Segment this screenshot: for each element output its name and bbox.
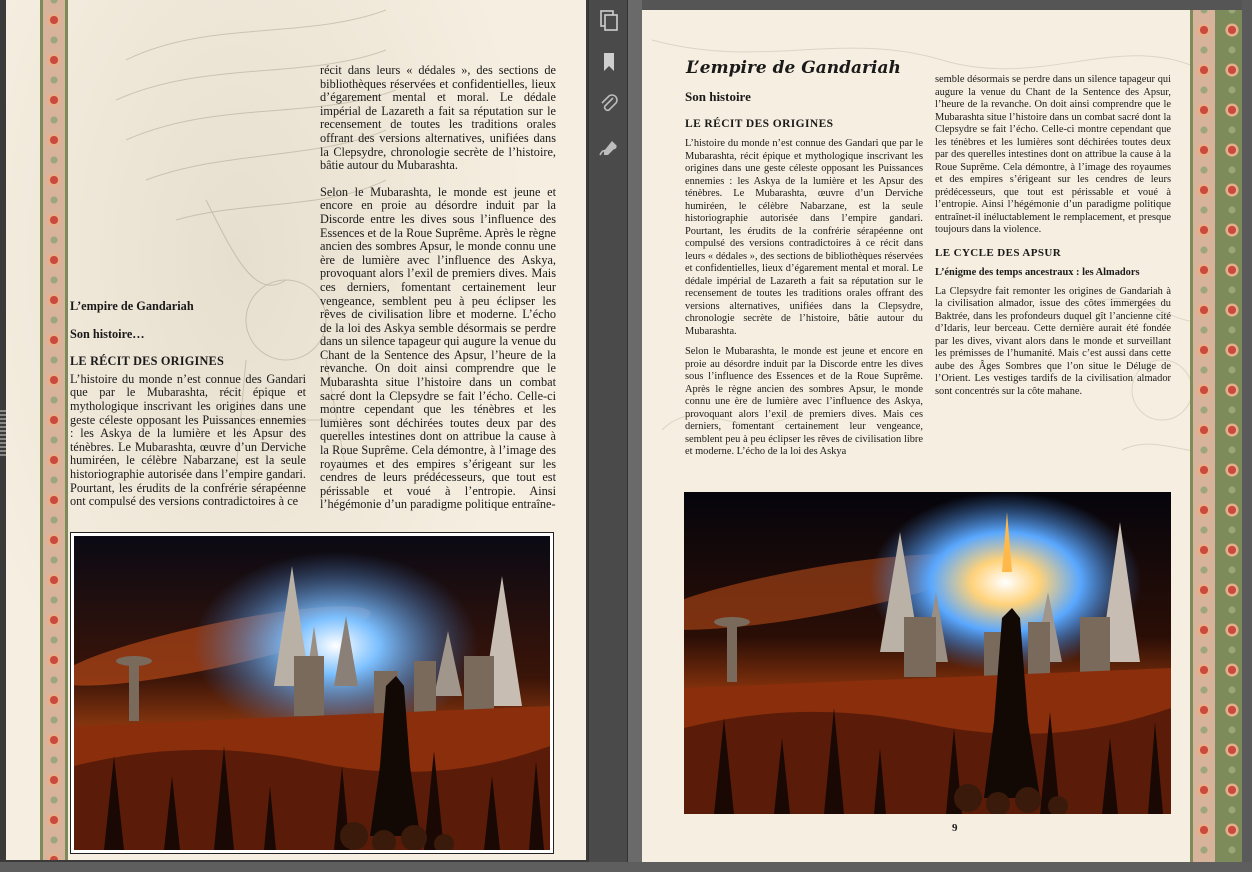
paragraph: La Clepsydre fait remonter les origines de Gandariah à la civilisation almador, issue des côtes immergées du Baktrée, dans les profondeurs duquel gît l’ancienne cité d’Idaris, leur berceau. Cette dernière aurait été fondée par les dives, vivant alors dans le monde et surveillant les prémisses de l’humanité. Mais c’est aussi dans cette aube des Âges Sombres que l’on situe le Déluge de l’Orient. Les vestiges tardifs de la civilisation almador sont concentrés sur la côte mahane. (935, 285, 1171, 397)
section-heading: LE RÉCIT DES ORIGINES (685, 118, 834, 130)
paragraph: L’histoire du monde n’est connue des Gandari que par le Mubarashta, récit épique et mythologique inscrivant les origines dans une geste céleste opposant les Puissances ennemies : les Askya de la lumière et les Apsur des ténèbres. Le Mubarashta, œuvre d’un Derviche humiréen, le célèbre Nabarzane, est la seule historiographie autorisée dans l’empire gandari. Pourtant, les érudits de la confrérie sérapéenne ont compulsé des versions contradictoires à ce (70, 371, 306, 509)
bookmark-icon[interactable] (595, 48, 623, 76)
subheading: L’énigme des temps ancestraux : les Almadors (935, 267, 1140, 278)
text-column-2 (935, 74, 1171, 406)
section-title: Son histoire… (70, 326, 145, 341)
text-column-2 (320, 64, 556, 525)
window-top-bar (642, 0, 1252, 10)
pages-icon[interactable] (595, 6, 623, 34)
doc-title: L’empire de Gandariah (70, 299, 194, 313)
right-page (642, 10, 1242, 862)
artwork-image (684, 492, 1171, 814)
paragraph: Selon le Mubarashta, le monde est jeune et encore en proie au désordre induit par la Discorde entre les dives sous l’influence des Essences et de la Roue Suprême. Après le règne ancien des sombres Apsur, le monde connu une ère de lumière avec l’influence des Askya, provoquant alors l’exil de premiers dives. Mais ces derniers, fomentant certainement leur vengeance, semblent peu à peu éclipser les rêves de civilisation libre et moderne. L’écho de la loi des Askya (685, 346, 923, 457)
paragraph: L’histoire du monde n’est connue des Gandari que par le Mubarashta, récit épique et mythologique inscrivant les origines dans une geste céleste opposant les Puissances ennemies : les Askya de la lumière et les Apsur des ténèbres. Le Mubarashta, œuvre d’un Derviche humiréen, le célèbre Nabarzane, est la seule historiographie autorisée dans l’empire gandari. Pourtant, les érudits de la confrérie sérapéenne ont compulsé des versions contradictoires à ce récit dans leurs « dédales », des sections de bibliothèques réservées et confidentielles, lieux d’égarement mental et moral. Le dédale impérial de Lazareth a fait sa réputation sur le recensement de toutes les traditions orales offrant des versions alternatives, unifiées dans la Clepsydre, chronologie secrète de l’histoire, bâtie autour du Mubarashta. (685, 138, 923, 337)
left-document-window (0, 0, 588, 872)
page-title: L’empire de Gandariah (686, 58, 901, 78)
paragraph: récit dans leurs « dédales », des sections de bibliothèques réservées et confidentielles, lieux d’égarement mental et moral. Le dédale impérial de Lazareth a fait sa réputation sur le recensement de toutes les traditions orales offrant des versions alternatives, unifiées dans la Clepsydre, chronologie secrète de l’histoire, bâtie autour du Mubarashta. (320, 63, 556, 173)
side-toolbar (588, 0, 628, 862)
section-heading: LE RÉCIT DES ORIGINES (70, 354, 224, 369)
window-bottom-bar (0, 862, 1252, 872)
artwork-image (70, 532, 554, 854)
attachment-icon[interactable] (595, 90, 623, 118)
section-heading: LE CYCLE DES APSUR (935, 246, 1062, 259)
left-page (6, 0, 586, 860)
decorative-border (40, 0, 68, 860)
window-right-edge (1242, 0, 1252, 872)
signature-icon[interactable] (595, 134, 623, 162)
text-column-1 (685, 138, 923, 467)
page-number: 9 (952, 822, 958, 834)
paragraph: semble désormais se perdre dans un silence tapageur qui augure la venue du Chant de la Sentence des Apsur, l’heure de la revanche. On doit ainsi comprendre que le Mubarashta situe l’histoire dans un combat sacré dont la Clepsydre se fait l’écho. Celle-ci montre cependant que les ténèbres et les lumières sont déchirées toutes deux par des querelles intestines dont on attribue la cause à la Roue Suprême. Cela démontre, à l’image des royaumes et des empires s’érigeant sur les cendres de leurs prédécesseurs, que tout est périssable et voué à l’entropie. Ainsi l’hégémonie d’un paradigme politique entraînet-il inéluctablement le remplacement, et presque toujours dans la violence. (935, 74, 1171, 235)
text-column-1 (70, 300, 306, 522)
window-divider (628, 0, 642, 872)
section-title: Son histoire (685, 89, 751, 104)
paragraph: Selon le Mubarashta, le monde est jeune et encore en proie au désordre induit par la Discorde entre les dives sous l’influence des Essences et de la Roue Suprême. Après le règne ancien des sombres Apsur, le monde connu une ère de lumière avec l’influence des Askya, provoquant alors l’exil de premiers dives. Mais ces derniers, fomentant certainement leur vengeance, semblent peu à peu éclipser les rêves de civilisation libre et moderne. L’écho de la loi des Askya semble désormais se perdre dans un silence tapageur qui augure la venue du Chant de la Sentence des Apsur, l’heure de la revanche. On doit ainsi comprendre que le Mubarashta situe l’histoire dans un combat sacré dont la Clepsydre se fait l’écho. Celle-ci montre cependant que les ténèbres et les lumières sont déchirées toutes deux par des querelles intestines dont on attribue la cause à la Roue Suprême. Cela démontre, à l’image des royaumes et des empires s’érigeant sur les cendres de leurs prédécesseurs, que tout est périssable et voué à l’entropie. Ainsi l’hégémonie d’un paradigme politique entraîne- (320, 184, 556, 512)
decorative-border (1190, 10, 1242, 862)
